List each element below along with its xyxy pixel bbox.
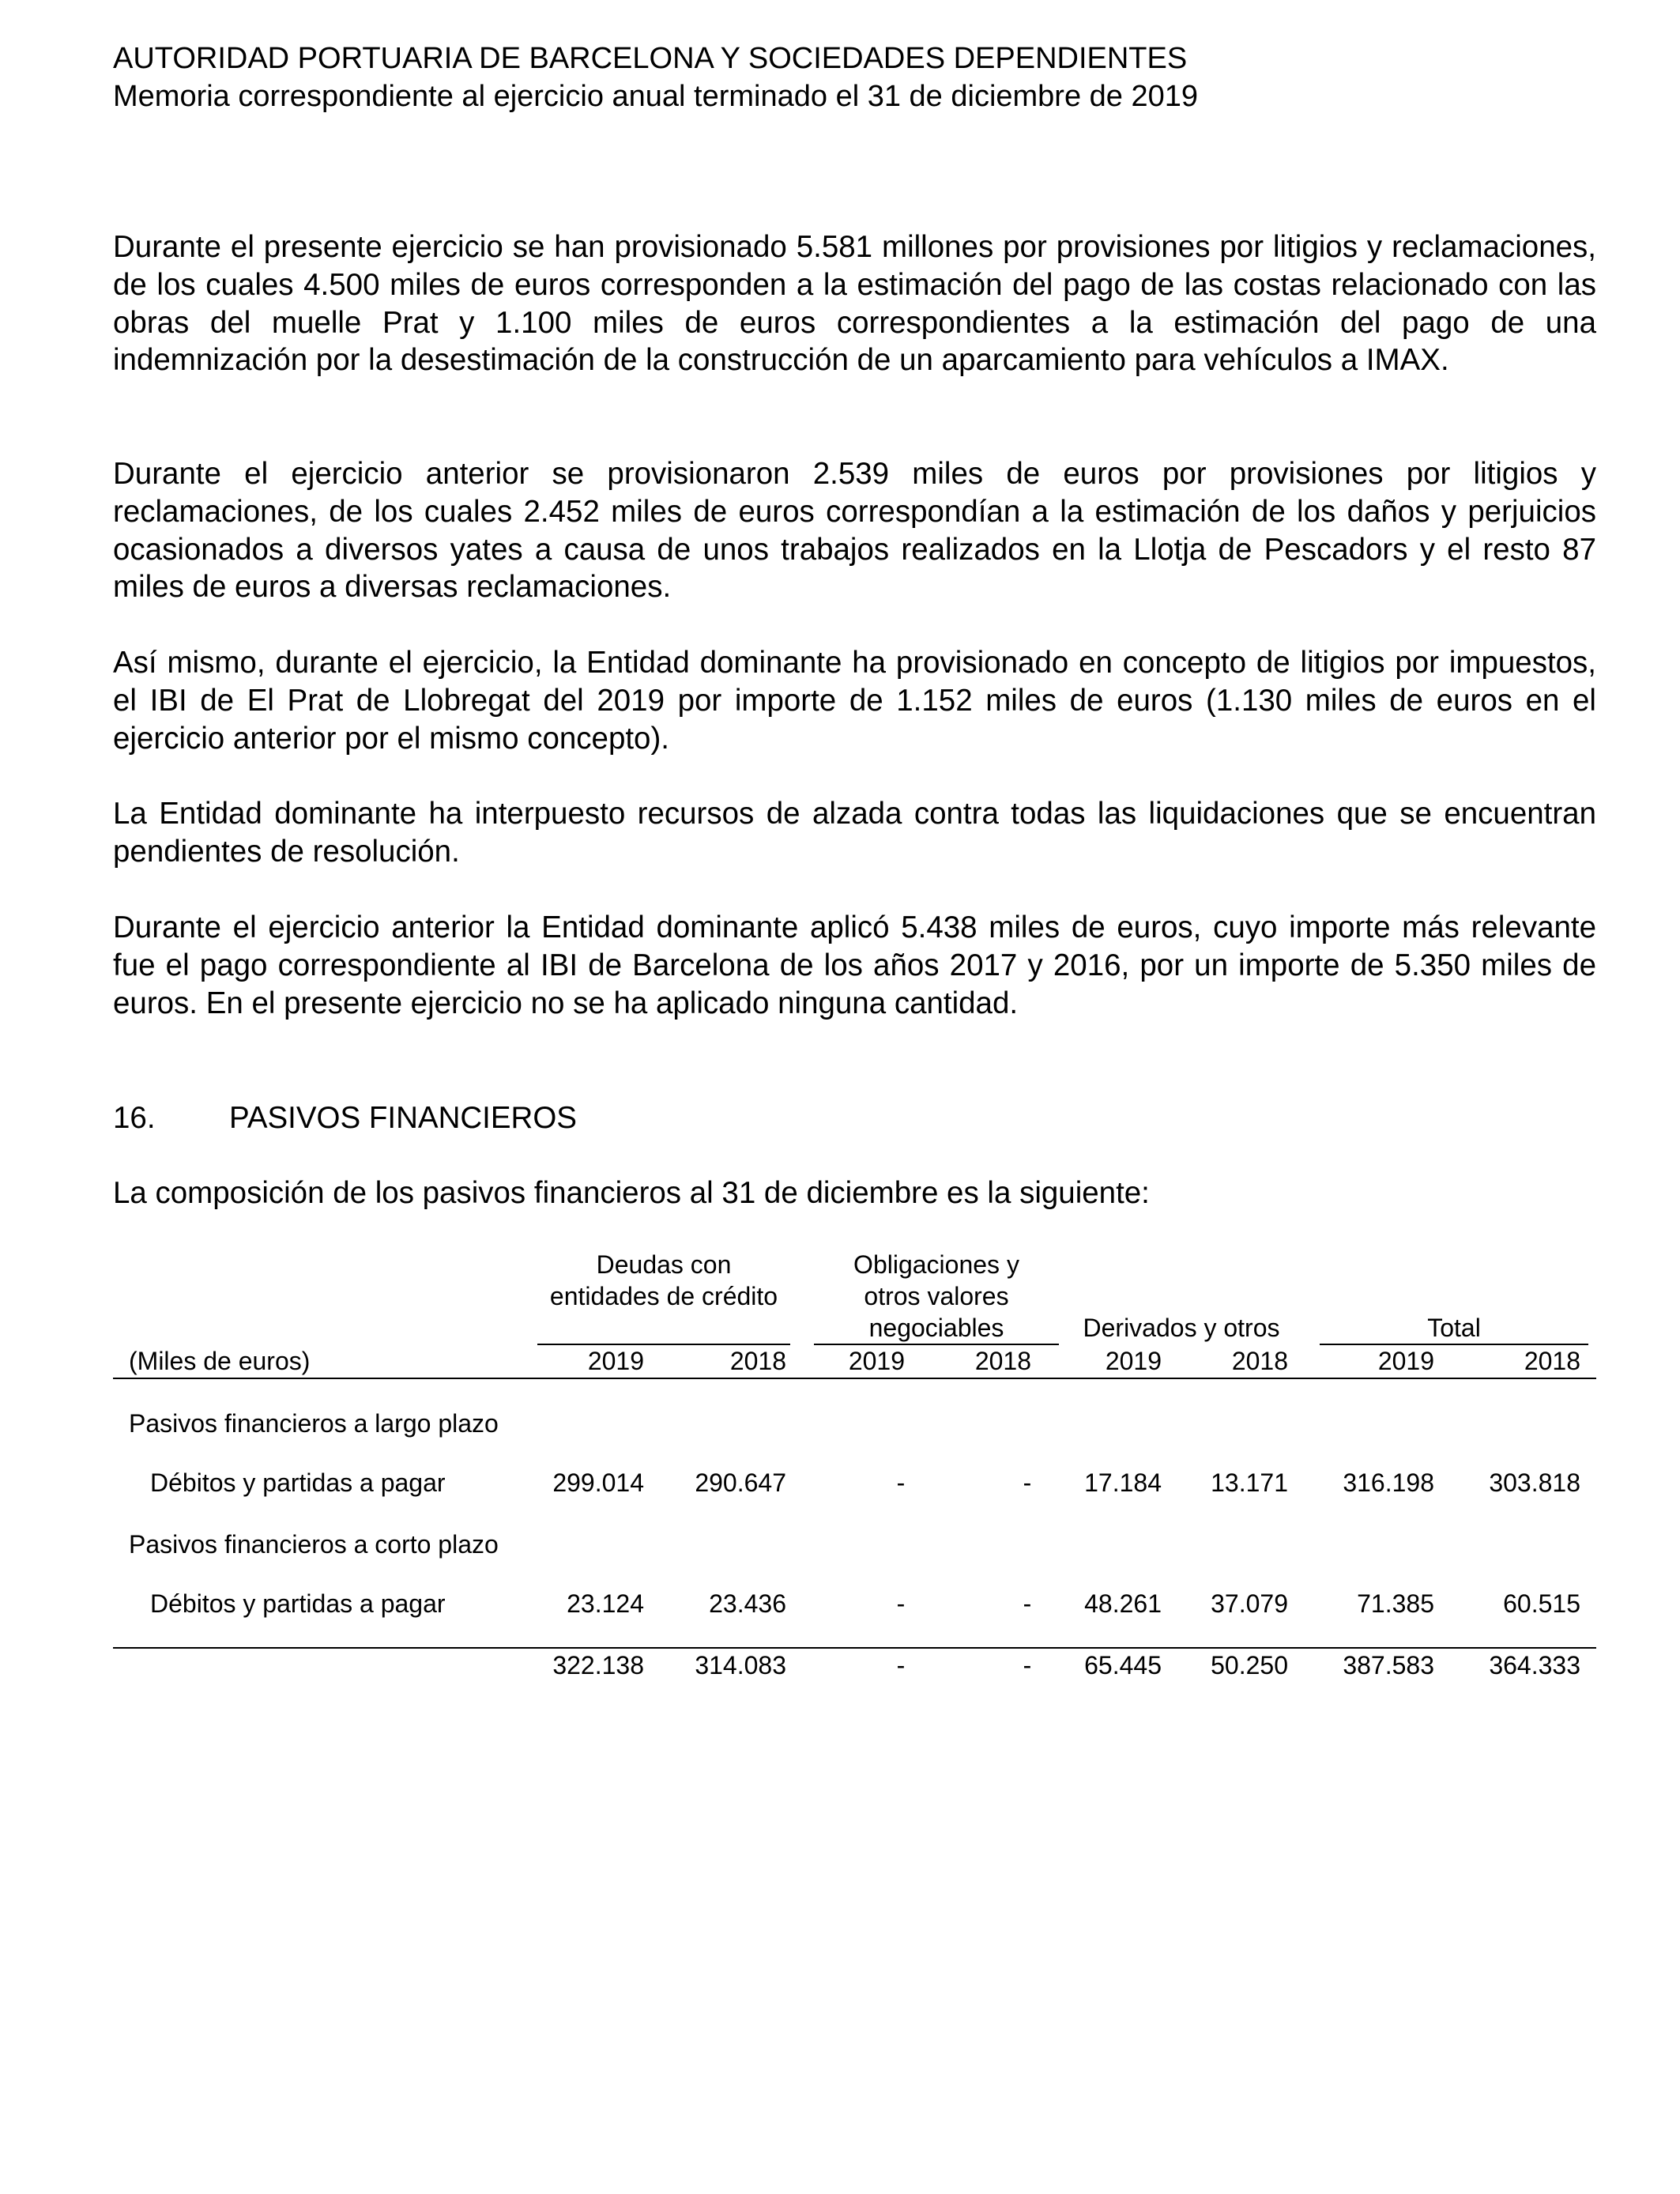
cell-value: 13.171 xyxy=(1211,1468,1288,1497)
cell-value: 316.198 xyxy=(1343,1468,1434,1497)
year-header: 2019 xyxy=(1105,1347,1162,1375)
cell-value: 48.261 xyxy=(1084,1589,1162,1618)
year-header: 2019 xyxy=(587,1347,644,1375)
year-header: 2018 xyxy=(974,1347,1031,1375)
cell-value: - xyxy=(1023,1589,1032,1618)
row-label: Débitos y partidas a pagar xyxy=(150,1589,446,1618)
document-header-subtitle: Memoria correspondiente al ejercicio anual terminado el 31 de diciembre de 2019 xyxy=(113,80,1199,113)
year-header: 2018 xyxy=(1231,1347,1288,1375)
paragraph-5: Durante el ejercicio anterior la Entidad dominante aplicó 5.438 miles de euros, cuyo importe más relevante fue el pago correspondiente al IBI de Barcelona de los años 2017 y 2016, por un importe de 5.350 miles de euros. En el presente ejercicio no se ha aplicado ninguna cantidad. xyxy=(113,910,1596,1020)
year-header: 2019 xyxy=(1377,1347,1434,1375)
group-header-derivatives: Derivados y otros xyxy=(1083,1314,1280,1342)
table-header-rule xyxy=(113,1378,1596,1379)
section-intro: La composición de los pasivos financieros al 31 de diciembre es la siguiente: xyxy=(113,1176,1150,1210)
group-header-bonds: Obligaciones y otros valores negociables xyxy=(853,1250,1019,1342)
group-header-total: Total xyxy=(1427,1314,1481,1342)
section-title: PASIVOS FINANCIEROS xyxy=(229,1101,577,1135)
table-total-rule xyxy=(113,1647,1596,1649)
total-value: 50.250 xyxy=(1211,1651,1288,1679)
total-value: 364.333 xyxy=(1489,1651,1580,1679)
paragraph-4: La Entidad dominante ha interpuesto recursos de alzada contra todas las liquidaciones que se encuentran pendientes de resolución. xyxy=(113,797,1596,869)
section-title-short-term: Pasivos financieros a corto plazo xyxy=(129,1530,499,1559)
cell-value: 23.436 xyxy=(709,1589,786,1618)
cell-value: 23.124 xyxy=(567,1589,644,1618)
cell-value: 71.385 xyxy=(1357,1589,1434,1618)
cell-value: 37.079 xyxy=(1211,1589,1288,1618)
total-value: - xyxy=(896,1651,906,1679)
year-header: 2019 xyxy=(848,1347,905,1375)
section-number: 16. xyxy=(113,1101,156,1135)
paragraph-1: Durante el presente ejercicio se han provisionado 5.581 millones por provisiones por litigios y reclamaciones, de los cuales 4.500 miles de euros corresponden a la estimación del pago de las costas relacionado con las obras del muelle Prat y 1.100 miles de euros correspondientes a la estimación del pago de una indemnización por la desestimación de la construcción de un aparcamiento para vehículos a IMAX. xyxy=(113,230,1596,378)
paragraph-2: Durante el ejercicio anterior se provisionaron 2.539 miles de euros por provisiones por litigios y reclamaciones, de los cuales 2.452 miles de euros correspondían a la estimación de los daños y perjuicios ocasionados a diversos yates a causa de unos trabajos realizados en la Llotja de Pescadors y el resto 87 miles de euros a diversas reclamaciones. xyxy=(113,457,1596,605)
document-header-title: AUTORIDAD PORTUARIA DE BARCELONA Y SOCIEDADES DEPENDIENTES xyxy=(113,42,1188,75)
cell-value: 299.014 xyxy=(552,1468,644,1497)
row-label: Débitos y partidas a pagar xyxy=(150,1468,446,1497)
total-value: - xyxy=(1023,1651,1032,1679)
year-header: 2018 xyxy=(1524,1347,1580,1375)
units-label: (Miles de euros) xyxy=(129,1347,311,1375)
group-header-bank-debt: Deudas con entidades de crédito xyxy=(549,1250,778,1310)
total-value: 322.138 xyxy=(552,1651,644,1679)
section-title-long-term: Pasivos financieros a largo plazo xyxy=(129,1409,499,1438)
total-value: 65.445 xyxy=(1084,1651,1162,1679)
total-value: 387.583 xyxy=(1343,1651,1434,1679)
year-header: 2018 xyxy=(729,1347,786,1375)
cell-value: 303.818 xyxy=(1489,1468,1580,1497)
cell-value: - xyxy=(1023,1468,1032,1497)
cell-value: - xyxy=(896,1589,906,1618)
cell-value: 290.647 xyxy=(695,1468,786,1497)
total-value: 314.083 xyxy=(695,1651,786,1679)
paragraph-3: Así mismo, durante el ejercicio, la Entidad dominante ha provisionado en concepto de litigios por impuestos, el IBI de El Prat de Llobregat del 2019 por importe de 1.152 miles de euros (1.130 miles de euros en el ejercicio anterior por el mismo concepto). xyxy=(113,646,1596,756)
cell-value: - xyxy=(896,1468,906,1497)
cell-value: 60.515 xyxy=(1503,1589,1580,1618)
cell-value: 17.184 xyxy=(1084,1468,1162,1497)
